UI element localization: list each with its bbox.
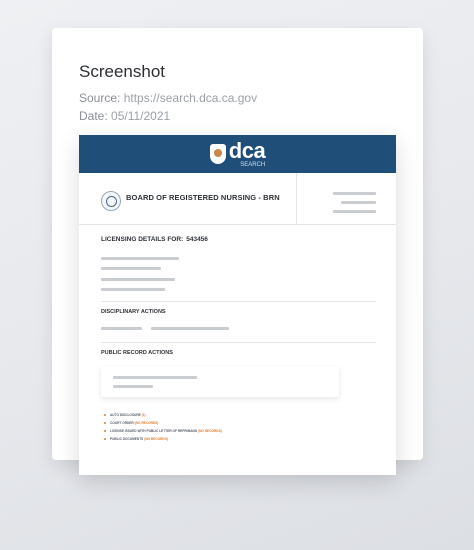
section-divider bbox=[101, 301, 376, 302]
card-title: Screenshot bbox=[79, 62, 165, 81]
board-name: BOARD OF REGISTERED NURSING - BRN bbox=[126, 193, 280, 202]
shield-icon bbox=[210, 144, 226, 164]
placeholder-line bbox=[341, 201, 376, 204]
bullet-icon bbox=[104, 438, 106, 440]
legend-item[interactable]: LICENSE ISSUED WITH PUBLIC LETTER OF REPRIMAND (NO RECORDS) bbox=[104, 427, 222, 435]
legend-item[interactable]: AUTO DISCLOSURE (1) bbox=[104, 411, 222, 419]
logo-text: dca bbox=[228, 137, 266, 163]
placeholder-line bbox=[113, 376, 197, 379]
public-record-actions-label: PUBLIC RECORD ACTIONS bbox=[101, 350, 173, 356]
board-row bbox=[79, 173, 396, 225]
date-value: 05/11/2021 bbox=[111, 109, 171, 123]
record-legend bbox=[104, 411, 222, 443]
disciplinary-actions-label: DISCIPLINARY ACTIONS bbox=[101, 309, 166, 315]
placeholder-line bbox=[101, 278, 175, 281]
placeholder-line bbox=[101, 257, 179, 260]
source-line bbox=[79, 91, 257, 105]
source-url[interactable]: https://search.dca.ca.gov bbox=[123, 91, 258, 105]
placeholder-line bbox=[113, 385, 153, 388]
bullet-icon bbox=[104, 430, 106, 432]
board-divider bbox=[296, 173, 297, 225]
source-label: Source: bbox=[79, 91, 121, 105]
licensing-details bbox=[101, 236, 208, 243]
placeholder-line bbox=[333, 210, 376, 213]
dca-header bbox=[79, 135, 396, 173]
placeholder-line bbox=[101, 267, 161, 270]
placeholder-line bbox=[151, 327, 229, 330]
document-preview bbox=[79, 135, 396, 475]
legend-item[interactable]: COURT ORDER (NO RECORDS) bbox=[104, 419, 222, 427]
placeholder-line bbox=[101, 288, 165, 291]
date-label: Date: bbox=[79, 109, 108, 123]
placeholder-line bbox=[101, 327, 142, 330]
date-line bbox=[79, 109, 170, 123]
bullet-icon bbox=[104, 414, 106, 416]
dca-logo bbox=[210, 137, 266, 168]
placeholder-line bbox=[333, 192, 376, 195]
legend-item[interactable]: PUBLIC DOCUMENTS (NO RECORDS) bbox=[104, 435, 222, 443]
section-divider bbox=[101, 342, 376, 343]
logo-subtext: SEARCH bbox=[240, 161, 266, 168]
license-number: 543456 bbox=[186, 236, 208, 243]
bullet-icon bbox=[104, 422, 106, 424]
public-record-card bbox=[101, 367, 339, 397]
licensing-label: LICENSING DETAILS FOR: bbox=[101, 236, 184, 243]
board-seal-icon bbox=[101, 191, 121, 211]
